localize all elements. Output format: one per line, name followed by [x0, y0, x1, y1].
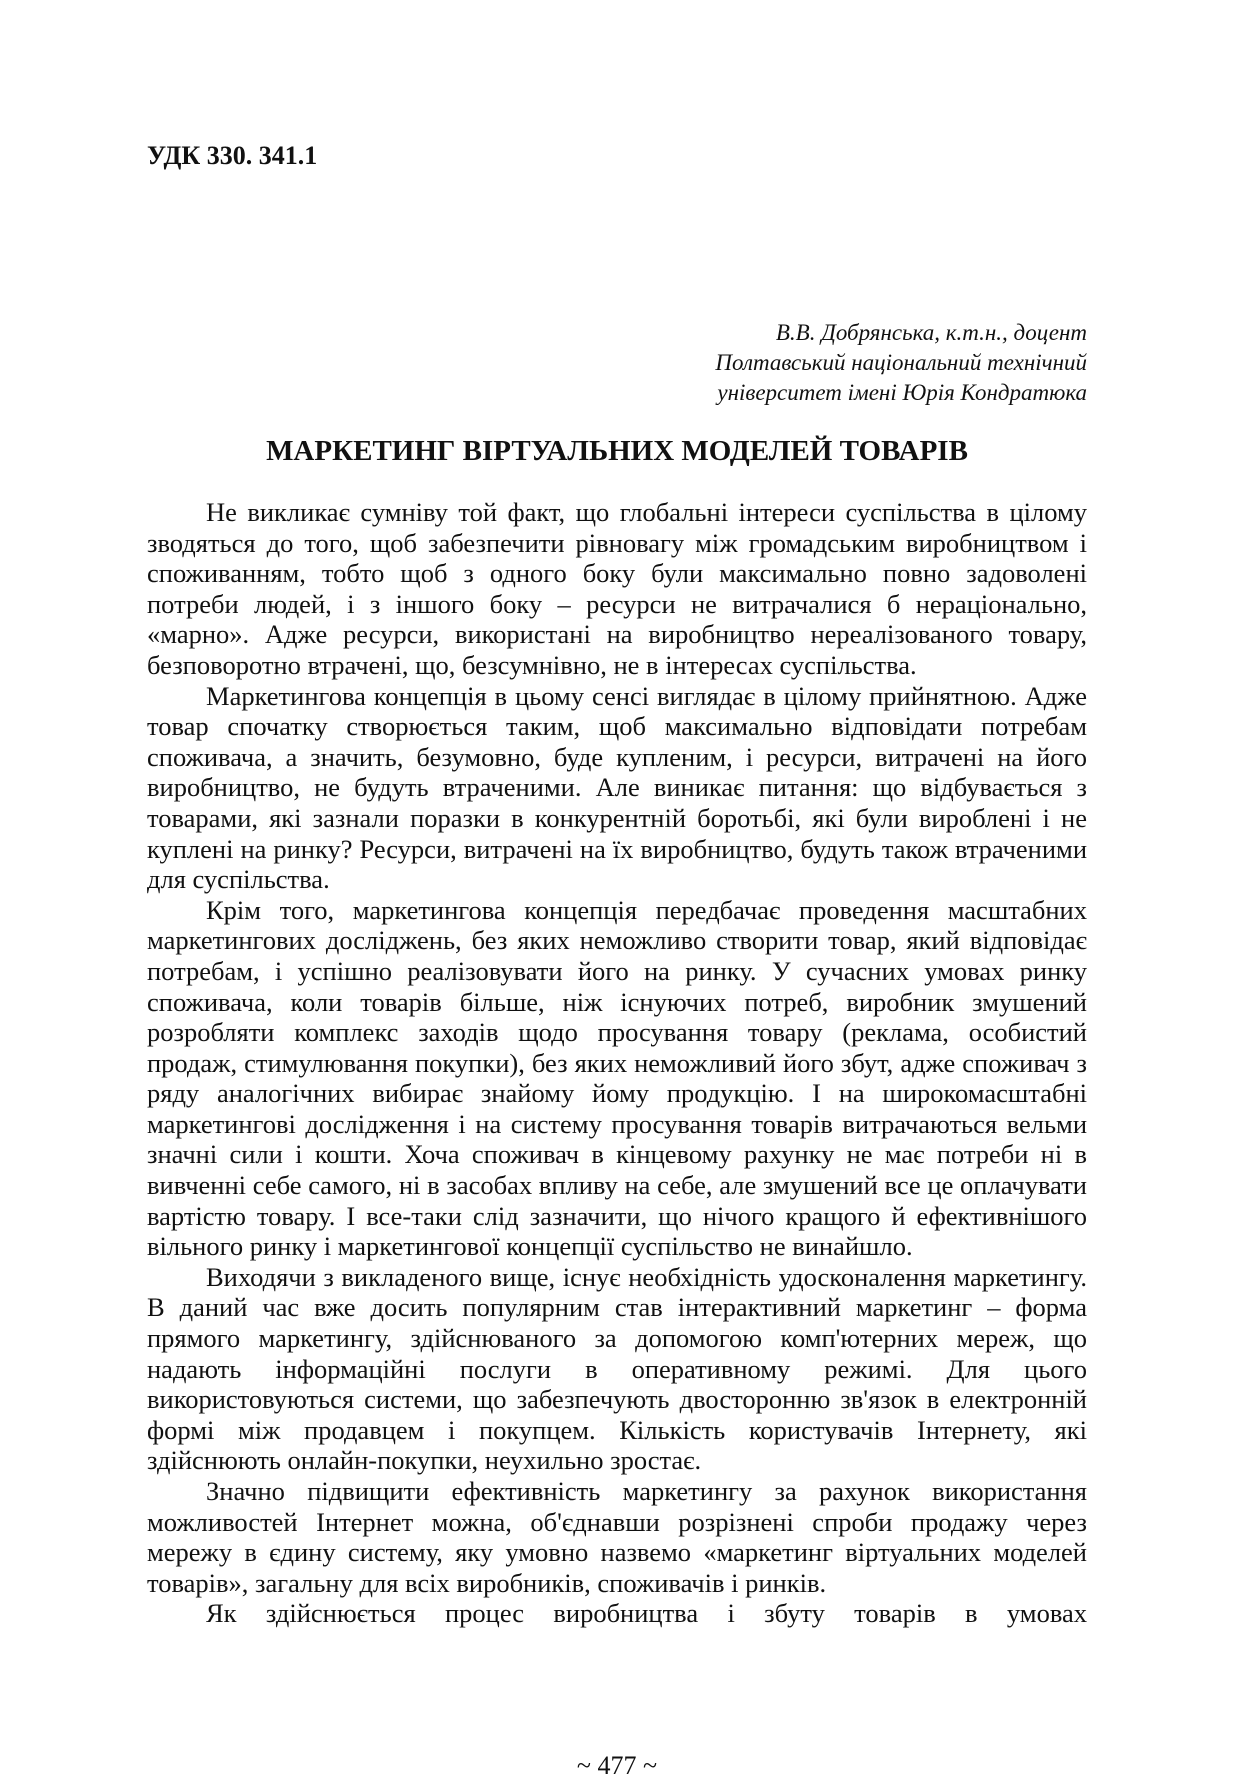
article-body: [147, 497, 1087, 1629]
article-title: МАРКЕТИНГ ВІРТУАЛЬНИХ МОДЕЛЕЙ ТОВАРІВ: [266, 435, 968, 467]
paragraph: Маркетингова концепція в цьому сенсі виглядає в цілому прийнятною. Адже товар спочатку створюється таким, щоб максимально відповідати потребам споживача, а значить, безумовно, буде купленим, і ресурси, витрачені на його виробництво, не будуть втраченими. Але виникає питання: що відбувається з товарами, які зазнали поразки в конкурентній боротьбі, які були вироблені і не куплені на ринку? Ресурси, витрачені на їх виробництво, будуть також втраченими для суспільства.: [147, 680, 1087, 895]
author-affiliation-line-2: університет імені Юрія Кондратюка: [717, 380, 1087, 405]
paragraph-continued: Як здійснюється процес виробництва і збуту товарів в умовах: [206, 1598, 1087, 1629]
author-info: [715, 318, 1087, 408]
paragraph: Не викликає сумніву той факт, що глобальні інтереси суспільства в цілому зводяться до того, щоб забезпечити рівновагу між громадським виробництвом і споживанням, тобто щоб з одного боку були максимально повно задоволені потреби людей, і з іншого боку – ресурси не витрачалися б нераціонально, «марно». Адже ресурси, використані на виробництво нереалізованого товару, безповоротно втрачені, що, безсумнівно, не в інтересах суспільства.: [147, 497, 1087, 680]
paragraph: Виходячи з викладеного вище, існує необхідність удосконалення маркетингу. В даний час вже досить популярним став інтерактивний маркетинг – форма прямого маркетингу, здійснюваного за допомогою комп'ютерних мереж, що надають інформаційні послуги в оперативному режимі. Для цього використовуються системи, що забезпечують двосторонню зв'язок в електронній формі між продавцем і покупцем. Кількість користувачів Інтернету, які здійснюють онлайн-покупки, неухильно зростає.: [147, 1261, 1087, 1476]
udk-code: УДК 330. 341.1: [147, 141, 318, 170]
author-affiliation-line-1: Полтавський національний технічний: [715, 350, 1087, 375]
paragraph: Крім того, маркетингова концепція передбачає проведення масштабних маркетингових досліджень, без яких неможливо створити товар, який відповідає потребам, і успішно реалізовувати його на ринку. У сучасних умовах ринку споживача, коли товарів більше, ніж існуючих потреб, виробник змушений розробляти комплекс заходів щодо просування товару (реклама, особистий продаж, стимулювання покупки), без яких неможливий його збут, адже споживач з ряду аналогічних вибирає знайому йому продукцію. І на широкомасштабні маркетингові дослідження і на систему просування товарів витрачаються вельми значні сили і кошти. Хоча споживач в кінцевому рахунку не має потреби ні в вивченні себе самого, ні в засобах впливу на себе, але змушений все це оплачувати вартістю товару. І все-таки слід зазначити, що нічого кращого й ефективнішого вільного ринку і маркетингової концепції суспільство не винайшло.: [147, 894, 1087, 1262]
paragraph: Значно підвищити ефективність маркетингу за рахунок використання можливостей Інтернет можна, об'єднавши розрізнені спроби продажу через мережу в єдину систему, яку умовно назвемо «маркетинг віртуальних моделей товарів», загальну для всіх виробників, споживачів і ринків.: [147, 1476, 1087, 1598]
page-number: ~ 477 ~: [576, 1751, 658, 1780]
author-name-line: В.В. Добрянська, к.т.н., доцент: [775, 320, 1087, 345]
